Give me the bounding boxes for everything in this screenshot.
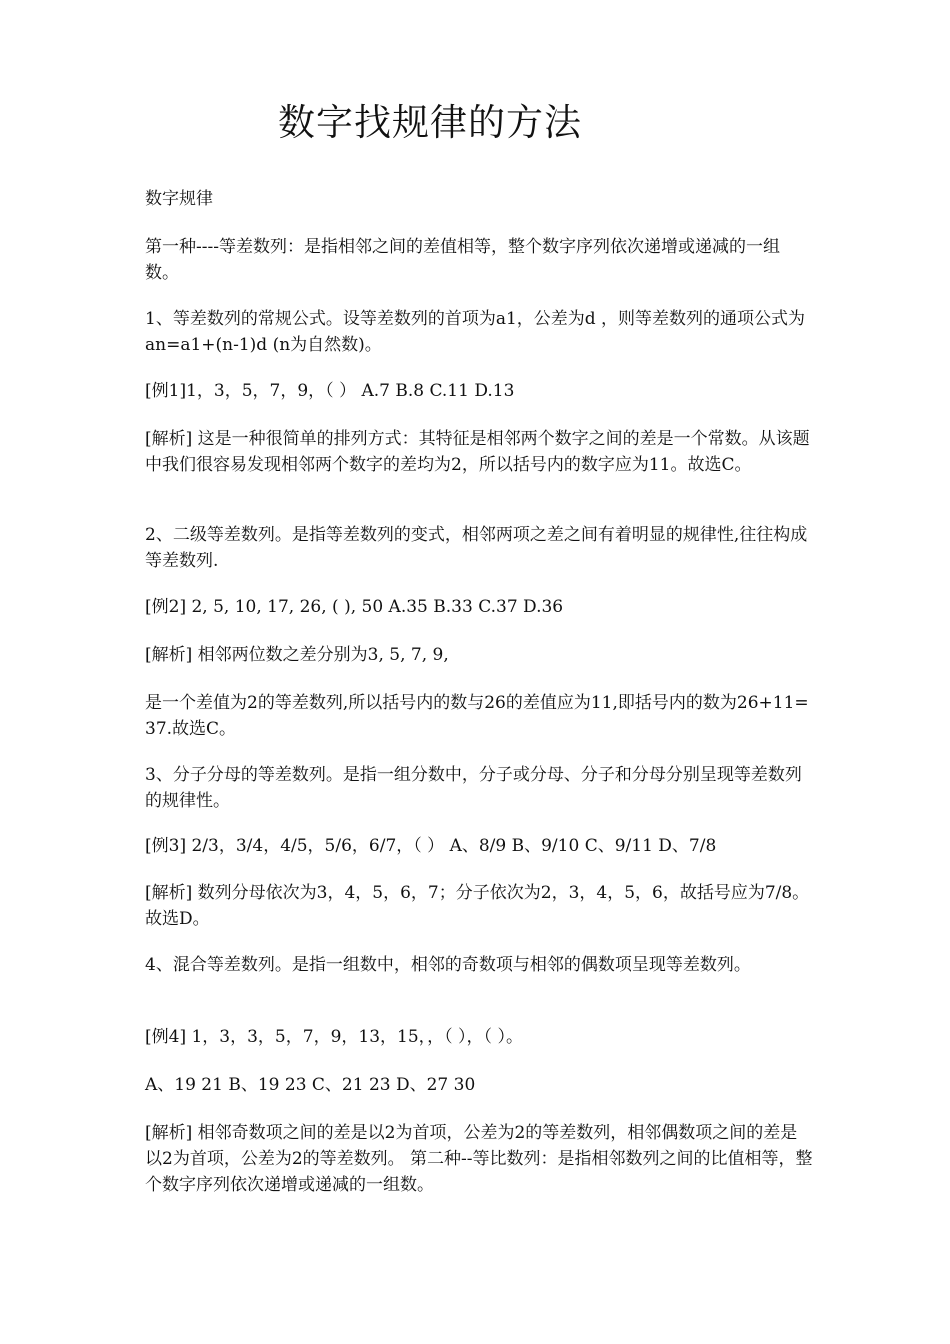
paragraph-analysis-4: [解析] 相邻奇数项之间的差是以2为首项，公差为2的等差数列，相邻偶数项之间的差是以2为首项，公差为2的等差数列。 第二种--等比数列：是指相邻数列之间的比值相等，整个数字序列依次递增或递减的一组数。 — [145, 1123, 813, 1195]
paragraph-rule-1: 1、等差数列的常规公式。设等差数列的首项为a1，公差为d ，则等差数列的通项公式为an=a1+(n-1)d (n为自然数)。 — [145, 309, 806, 355]
paragraph-example-3: [例3] 2/3，3/4，4/5，5/6，6/7，（ ） A、8/9 B、9/10 C、9/11 D、7/8 — [145, 836, 717, 856]
page-title: 数字找规律的方法 — [278, 101, 582, 144]
paragraph-example-4: [例4] 1，3，3，5，7，9，13，15，，（ ），（ ）。 — [145, 1027, 523, 1047]
paragraph-analysis-3: [解析] 数列分母依次为3，4，5，6，7；分子依次为2，3，4，5，6，故括号应为7/8。故选D。 — [145, 883, 810, 929]
paragraph-analysis-2: [解析] 相邻两位数之差分别为3, 5, 7, 9, — [145, 645, 449, 665]
paragraph-analysis-1: [解析] 这是一种很简单的排列方式：其特征是相邻两个数字之间的差是一个常数。从该题中我们很容易发现相邻两个数字的差均为2，所以括号内的数字应为11。故选C。 — [145, 429, 810, 475]
paragraph-rule-4: 4、混合等差数列。是指一组数中，相邻的奇数项与相邻的偶数项呈现等差数列。 — [145, 955, 751, 975]
paragraph-arithmetic-definition: 第一种----等差数列：是指相邻之间的差值相等，整个数字序列依次递增或递减的一组数。 — [145, 237, 780, 283]
paragraph-rule-3: 3、分子分母的等差数列。是指一组分数中，分子或分母、分子和分母分别呈现等差数列的规律性。 — [145, 765, 802, 811]
paragraph-example-1: [例1]1，3，5，7，9，（ ） A.7 B.8 C.11 D.13 — [145, 381, 515, 401]
section-heading: 数字规律 — [145, 189, 213, 209]
paragraph-options-4: A、19 21 B、19 23 C、21 23 D、27 30 — [145, 1075, 476, 1095]
paragraph-rule-2: 2、二级等差数列。是指等差数列的变式，相邻两项之差之间有着明显的规律性,往往构成等差数列. — [145, 525, 808, 571]
paragraph-analysis-2-cont: 是一个差值为2的等差数列,所以括号内的数与26的差值应为11,即括号内的数为26+11=37.故选C。 — [145, 693, 809, 739]
paragraph-example-2: [例2] 2, 5, 10, 17, 26, ( ), 50 A.35 B.33 C.37 D.36 — [145, 597, 564, 617]
